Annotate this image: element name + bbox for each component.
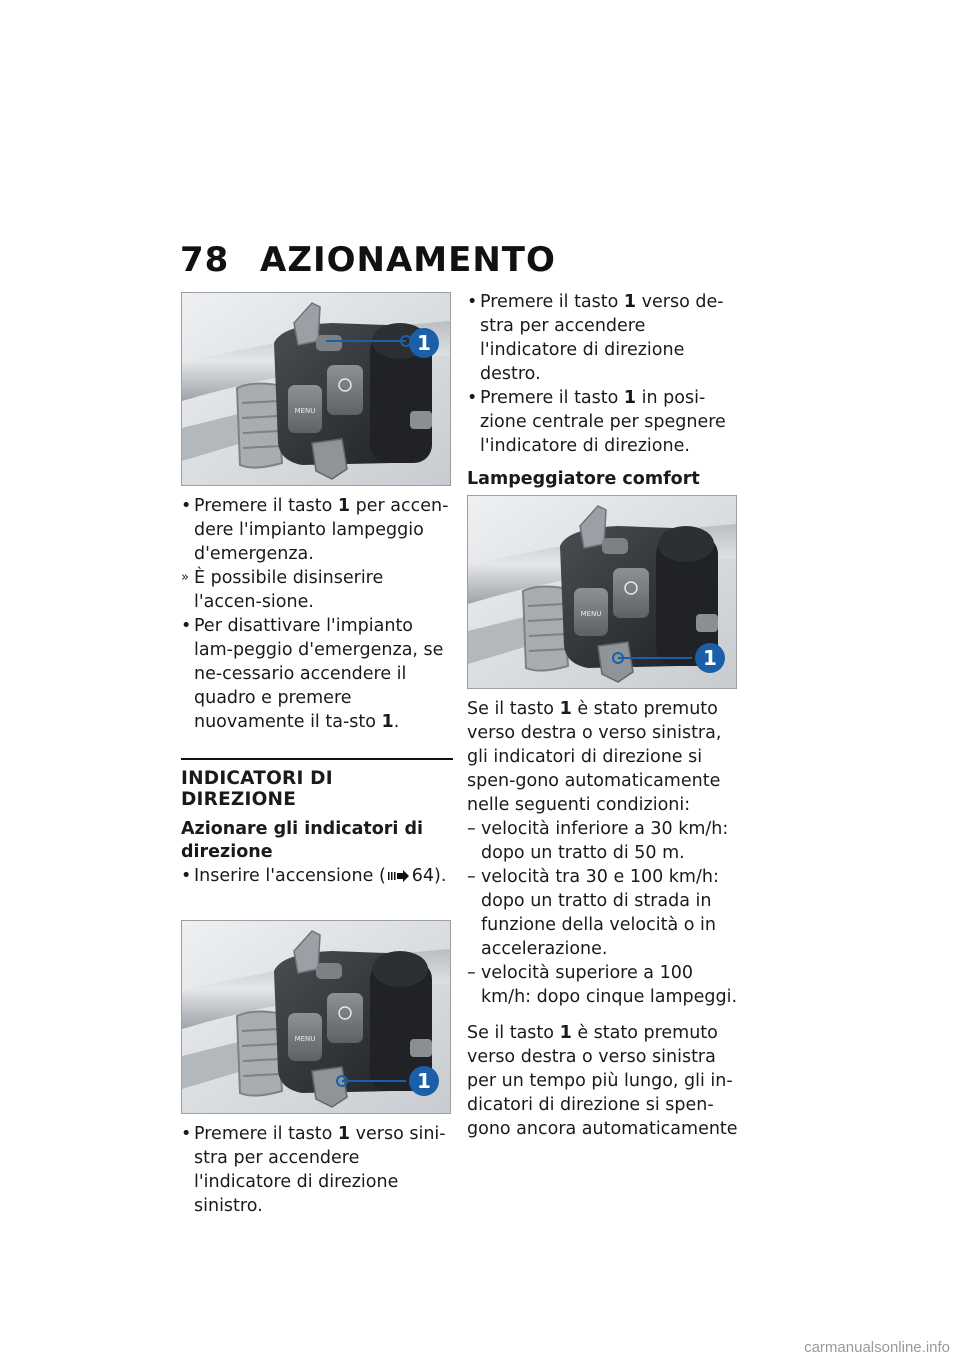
hazard-step-1 — [181, 494, 453, 566]
left-turn-figure — [181, 920, 451, 1114]
condition-text: velocità superiore a 100 km/h: dopo cinque lampeggi. — [481, 963, 738, 1007]
watermark: carmanualsonline.info — [804, 1339, 950, 1356]
step-text: Premere il tasto — [480, 388, 624, 408]
page-reference-arrow-icon — [388, 869, 410, 883]
page-reference[interactable]: 64 — [411, 866, 435, 886]
step-text: Premere il tasto — [480, 292, 624, 312]
step-text: . — [393, 712, 400, 732]
key-ref: 1 — [623, 388, 637, 408]
handlebar-switch-illustration — [182, 293, 450, 485]
para-text: Se il tasto — [467, 699, 560, 719]
para-text: è stato premuto verso destra o verso sinistra per un tempo più lungo, gli in-dicatori di direzione si spen-gono ancora automaticamente — [467, 1023, 738, 1139]
sub-title: Azionare gli indicatori di direzione — [181, 819, 424, 862]
result-marker: » — [181, 570, 189, 585]
comfort-paragraph-2 — [467, 1021, 739, 1141]
step-text: Premere il tasto — [194, 1124, 338, 1144]
bullet-marker: • — [181, 866, 192, 886]
condition-item — [467, 817, 739, 865]
key-ref: 1 — [559, 699, 572, 719]
key-ref: 1 — [337, 496, 351, 516]
callout-number: 1 — [417, 331, 431, 355]
step-text: verso sini-stra per accendere l'indicatore di direzione sinistro. — [194, 1124, 446, 1216]
section-title: INDICATORI DI DIREZIONE — [181, 758, 453, 810]
cancel-turn-step — [467, 386, 739, 458]
comfort-figure — [467, 495, 737, 689]
bullet-marker: • — [467, 388, 478, 408]
condition-text: velocità inferiore a 30 km/h: dopo un tratto di 50 m. — [481, 819, 729, 863]
para-text: è stato premuto verso destra o verso sinistra, gli indicatori di direzione si spen-gono automaticamente nelle seguenti condizioni: — [467, 699, 722, 815]
handlebar-switch-illustration — [468, 496, 736, 688]
step-text: Per disattivare l'impianto lam-peggio d'emergenza, se ne-cessario accendere il quadro e premere nuovamente il ta-sto — [194, 616, 444, 732]
right-column — [467, 290, 739, 1141]
step-text: per accen-dere l'impianto lampeggio d'emergenza. — [194, 496, 449, 564]
comfort-paragraph-1 — [467, 697, 739, 817]
key-ref: 1 — [559, 1023, 572, 1043]
condition-text: velocità tra 30 e 100 km/h: dopo un tratto di strada in funzione della velocità o in accelerazione. — [481, 867, 719, 959]
hazard-switch-figure — [181, 292, 451, 486]
step-text: ). — [434, 866, 447, 886]
comfort-title: Lampeggiatore comfort — [467, 469, 700, 489]
step-text: in posi-zione centrale per spegnere l'indicatore di direzione. — [480, 388, 726, 456]
hazard-step-2 — [181, 614, 453, 734]
page-number: 78 — [180, 240, 230, 280]
dash-marker: – — [467, 819, 476, 839]
step-text: Premere il tasto — [194, 496, 338, 516]
callout-number: 1 — [703, 646, 717, 670]
bullet-marker: • — [181, 616, 192, 636]
right-turn-step — [467, 290, 739, 386]
bullet-marker: • — [181, 496, 192, 516]
dash-marker: – — [467, 963, 476, 983]
key-ref: 1 — [381, 712, 394, 732]
step-text: verso de-stra per accendere l'indicatore di direzione destro. — [480, 292, 724, 384]
left-column — [181, 292, 453, 1218]
para-text: Se il tasto — [467, 1023, 560, 1043]
condition-item — [467, 865, 739, 961]
dash-marker: – — [467, 867, 476, 887]
ignition-step — [181, 864, 453, 888]
condition-item — [467, 961, 739, 1009]
hazard-result — [181, 566, 453, 614]
left-turn-step — [181, 1122, 453, 1218]
step-text: Inserire l'accensione ( — [194, 866, 386, 886]
handlebar-switch-illustration — [182, 921, 450, 1113]
bullet-marker: • — [467, 292, 478, 312]
page-title: AZIONAMENTO — [260, 240, 556, 280]
result-text: È possibile disinserire l'accen-sione. — [194, 568, 384, 612]
callout-number: 1 — [417, 1069, 431, 1093]
page-header — [180, 240, 556, 280]
key-ref: 1 — [623, 292, 637, 312]
key-ref: 1 — [337, 1124, 351, 1144]
bullet-marker: • — [181, 1124, 192, 1144]
